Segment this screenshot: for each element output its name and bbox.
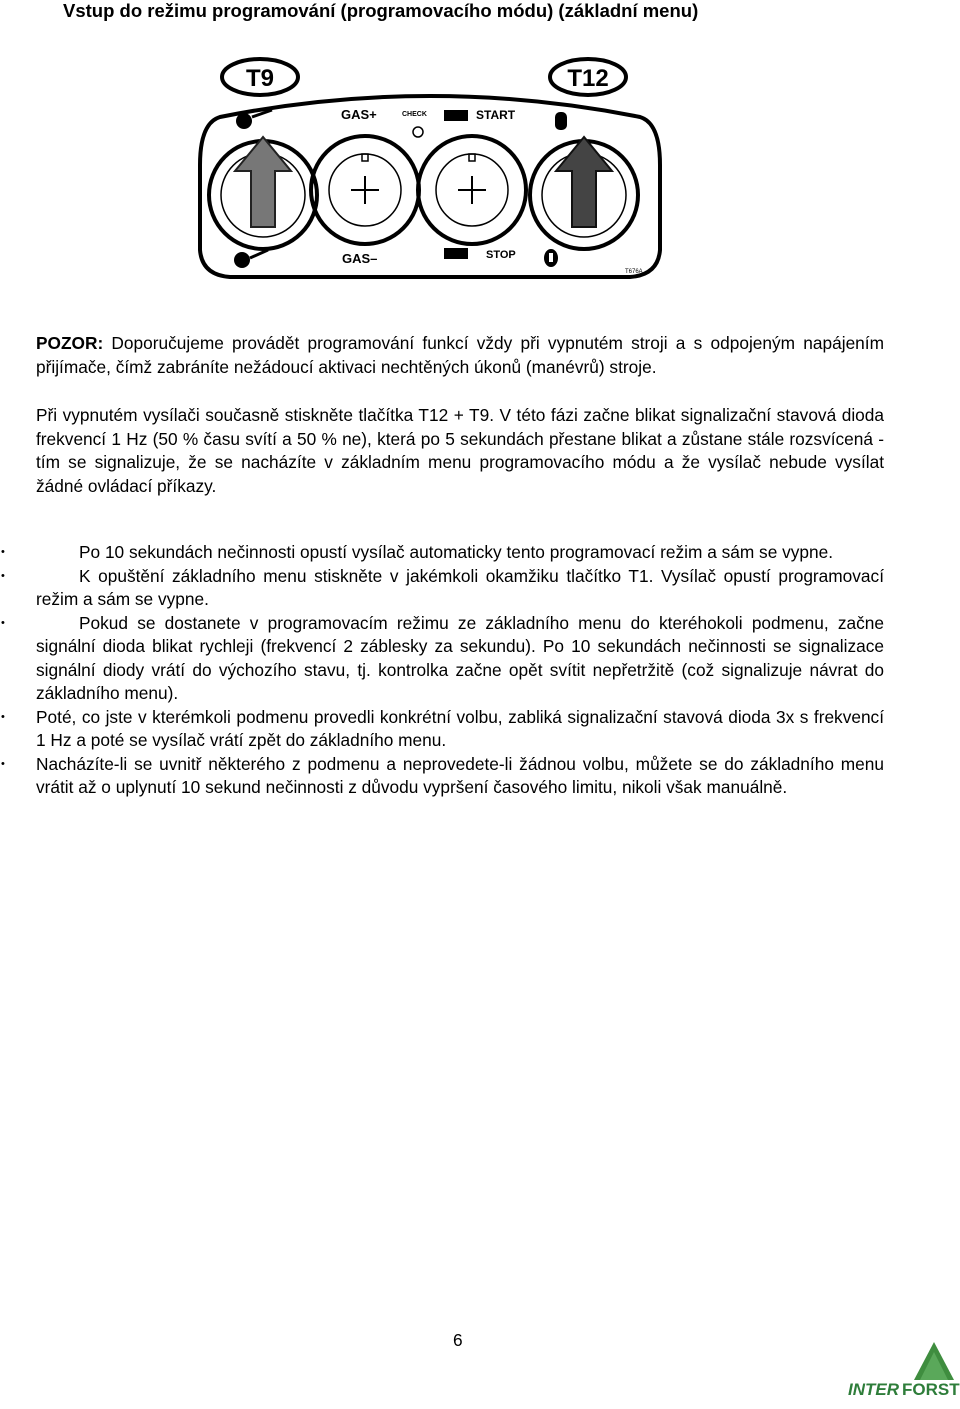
check-led-icon: [413, 127, 423, 137]
check-label: CHECK: [402, 111, 427, 118]
list-item: [0, 612, 884, 706]
gas-plus-label: GAS+: [341, 107, 377, 122]
gas-minus-label: GAS–: [342, 251, 378, 266]
svg-text:T9: T9: [245, 65, 275, 92]
bullet-icon: •: [1, 616, 5, 629]
list-item: [0, 541, 884, 565]
machine-icon: [444, 248, 468, 259]
list-item: [0, 753, 884, 800]
page-number: 6: [453, 1330, 463, 1350]
dot-icon: [236, 113, 252, 129]
machine-icon: [444, 110, 468, 121]
figure-ref: T676A: [625, 269, 643, 275]
list-item-text: Poté, co jste v kterémkoli podmenu provedli konkrétní volbu, zabliká signalizační stavová dioda 3x s frekvencí 1 Hz a poté se vysílač vrátí zpět do základního menu.: [36, 706, 884, 750]
dot-icon: [234, 252, 250, 268]
svg-text:T12: T12: [567, 65, 609, 92]
page-heading: Vstup do režimu programování (programovacího módu) (základní menu): [63, 0, 699, 21]
warning-paragraph: [36, 332, 884, 379]
t12-label: [550, 59, 626, 95]
warning-text: Doporučujeme provádět programování funkcí vždy při vypnutém stroji a s odpojeným napájením přijímače, čímž zabráníte nežádoucí aktivaci nechtěných úkonů (manévrů) stroje.: [36, 333, 884, 377]
bullet-icon: •: [1, 757, 5, 770]
notes-list: [0, 541, 960, 800]
bullet-icon: •: [1, 569, 5, 582]
list-item-text: Nacházíte-li se uvnitř některého z podmenu a neprovedete-li žádnou volbu, můžete se do základního menu vrátit až o uplynutí 10 sekund nečinnosti z důvodu vypršení časového limitu, nikoli však manuálně.: [36, 753, 884, 797]
list-item-text: Pokud se dostanete v programovacím režimu ze základního menu do kteréhokoli podmenu, začne signální dioda blikat rychleji (frekvencí 2 záblesky za sekundu). Po 10 sekundách nečinnosti se signalizace signální diody vrátí do výchozího stavu, tj. kontrolka začne opět svítit nepřetržitě (což signalizuje návrat do základního menu).: [36, 612, 884, 703]
bullet-icon: •: [1, 546, 5, 558]
start-label: START: [476, 108, 516, 122]
list-item-text: K opuštění základního menu stiskněte v jakémkoli okamžiku tlačítko T1. Vysílač opustí programovací režim a sám se vypne.: [36, 565, 884, 609]
power-on-icon: [555, 112, 567, 130]
list-item: [0, 706, 884, 753]
warning-label: POZOR:: [36, 333, 104, 353]
stop-label: STOP: [486, 249, 516, 261]
list-item-text: Po 10 sekundách nečinnosti opustí vysílač automaticky tento programovací režim a sám se vypne.: [79, 542, 834, 562]
list-item: [0, 565, 884, 612]
svg-text:FORST: FORST: [902, 1380, 960, 1399]
procedure-paragraph: Při vypnutém vysílači současně stiskněte tlačítka T12 + T9. V této fázi začne blikat signalizační stavová dioda frekvencí 1 Hz (50 % času svítí a 50 % ne), která po 5 sekundách přestane blikat a zůstane stále rozsvícená - tím se signalizuje, že se nacházíte v základním menu programovacího módu a že vysílač nebude vysílat žádné ovládací příkazy.: [36, 405, 884, 496]
svg-text:INTER: INTER: [848, 1380, 899, 1399]
bullet-icon: •: [1, 710, 5, 723]
interforst-logo: [846, 1340, 960, 1404]
t9-label: [222, 59, 298, 95]
transmitter-diagram: [180, 55, 680, 290]
